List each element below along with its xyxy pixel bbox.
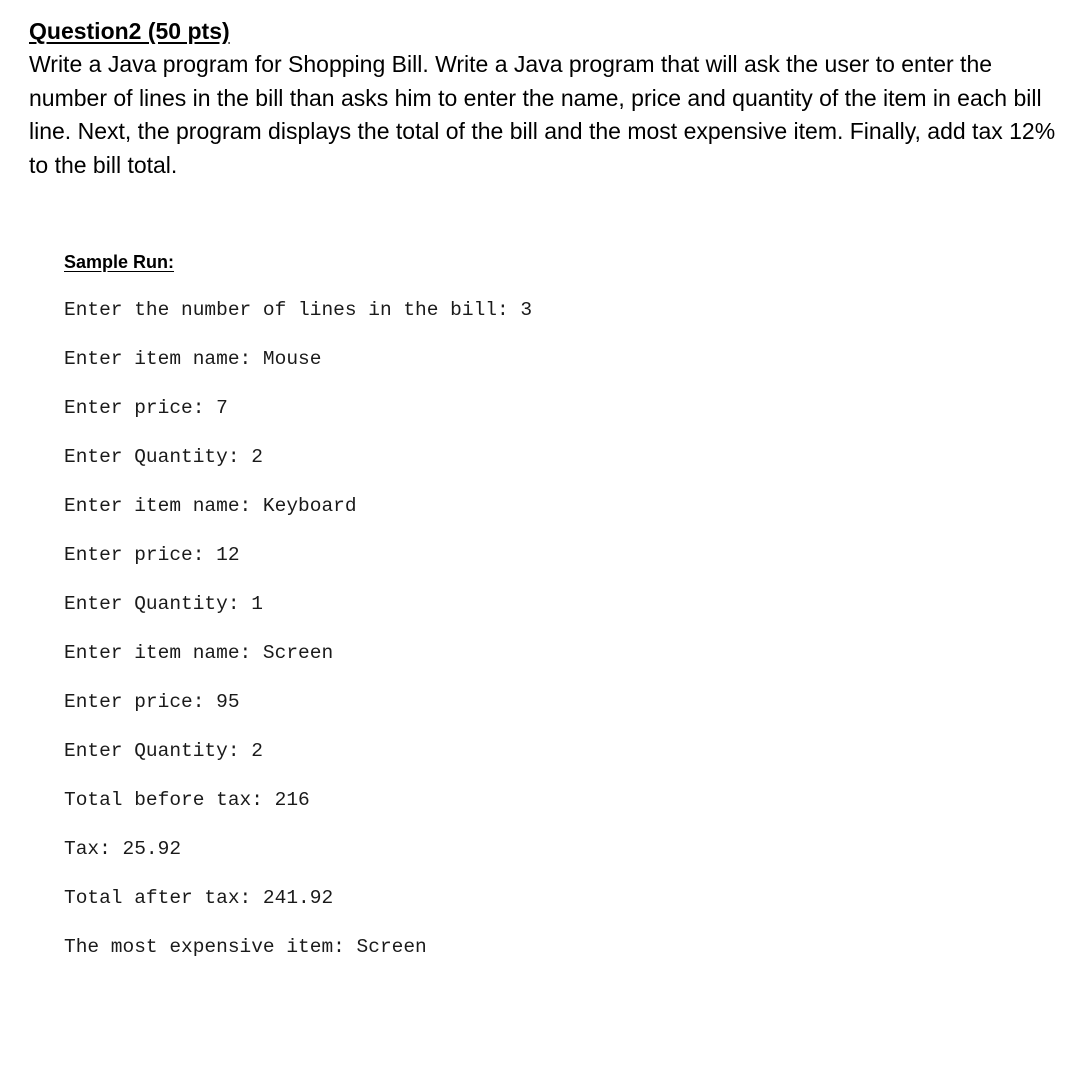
question-title: Question2 (50 pts) — [29, 18, 230, 44]
sample-run-output — [64, 297, 1024, 983]
output-line: The most expensive item: Screen — [64, 936, 427, 958]
output-line: Enter price: 95 — [64, 691, 240, 713]
output-line: Total before tax: 216 — [64, 789, 310, 811]
question-section — [29, 14, 1064, 182]
sample-run-section — [64, 248, 1024, 983]
output-line: Total after tax: 241.92 — [64, 887, 334, 909]
output-line: Enter the number of lines in the bill: 3 — [64, 299, 533, 321]
output-line: Enter Quantity: 2 — [64, 446, 263, 468]
question-description: Write a Java program for Shopping Bill. Write a Java program that will ask the user to enter the number of lines in the bill than asks him to enter the name, price and quantity of the item in each bill line. Next, the program displays the total of the bill and the most expensive item. Finally, add tax 12% to the bill total. — [29, 51, 1056, 178]
output-line: Enter price: 7 — [64, 397, 228, 419]
output-line: Tax: 25.92 — [64, 838, 182, 860]
output-line: Enter item name: Mouse — [64, 348, 322, 370]
output-line: Enter price: 12 — [64, 544, 240, 566]
sample-run-heading: Sample Run: — [64, 252, 175, 272]
output-line: Enter item name: Screen — [64, 642, 334, 664]
output-line: Enter item name: Keyboard — [64, 495, 357, 517]
output-line: Enter Quantity: 2 — [64, 740, 263, 762]
output-line: Enter Quantity: 1 — [64, 593, 263, 615]
